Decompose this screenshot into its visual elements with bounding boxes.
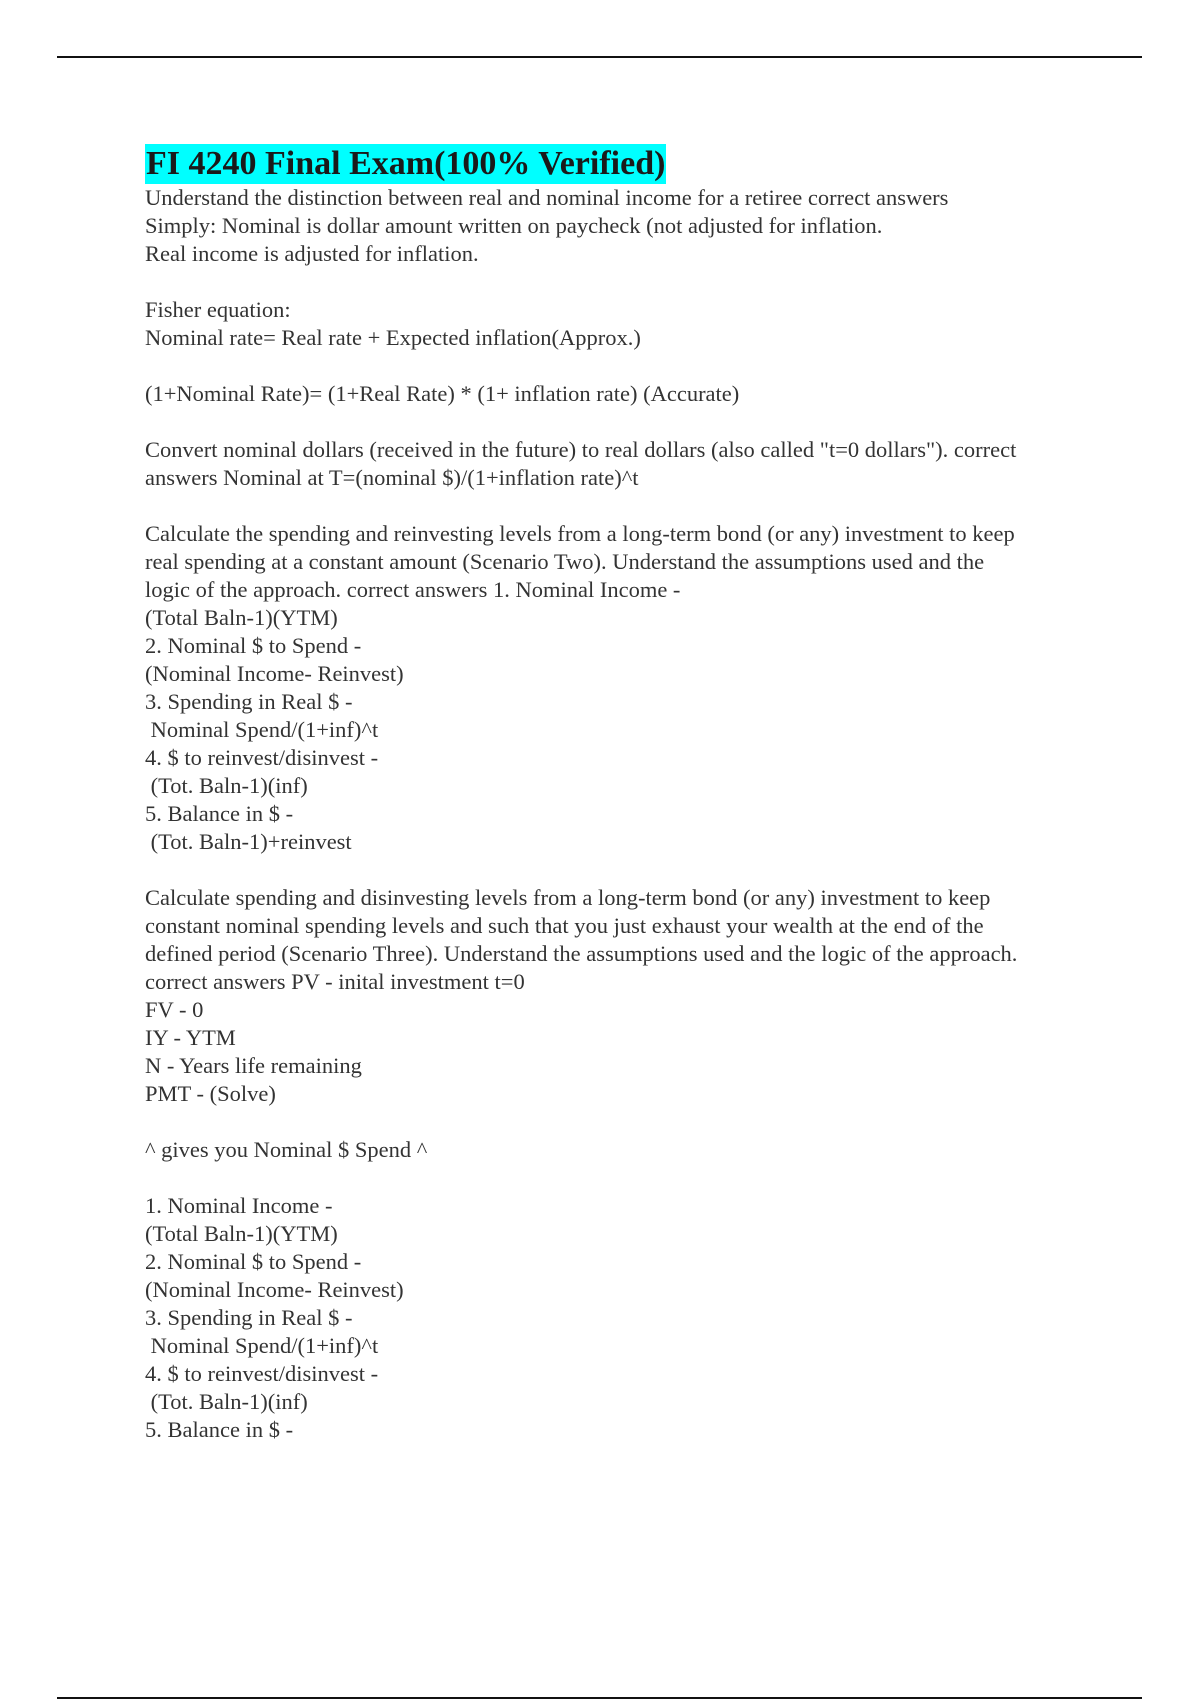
text-line: 3. Spending in Real $ -	[145, 689, 353, 714]
text-line: (Total Baln-1)(YTM)	[145, 1221, 338, 1246]
blank-line	[145, 268, 1085, 296]
blank-line	[145, 352, 1085, 380]
blank-line	[145, 1164, 1085, 1192]
text-line: (Nominal Income- Reinvest)	[145, 661, 404, 686]
blank-line	[145, 1108, 1085, 1136]
text-line: Nominal Spend/(1+inf)^t	[145, 717, 379, 742]
document-title: FI 4240 Final Exam(100% Verified)	[146, 145, 666, 182]
text-line: (Tot. Baln-1)(inf)	[145, 1389, 308, 1414]
text-line: Convert nominal dollars (received in the future) to real dollars (also called "t=0 dollars"). correct	[145, 437, 1017, 462]
text-line: (Total Baln-1)(YTM)	[145, 605, 338, 630]
text-line: 1. Nominal Income -	[145, 1193, 333, 1218]
blank-line	[145, 492, 1085, 520]
header-rule	[57, 56, 1142, 58]
document-text	[145, 184, 1085, 1444]
text-line: defined period (Scenario Three). Understand the assumptions used and the logic of the approach.	[145, 941, 1018, 966]
text-line: Calculate the spending and reinvesting levels from a long-term bond (or any) investment to keep	[145, 521, 1015, 546]
text-line: IY - YTM	[145, 1025, 236, 1050]
text-line: correct answers PV - inital investment t=0	[145, 969, 525, 994]
text-line: N - Years life remaining	[145, 1053, 362, 1078]
text-line: (Tot. Baln-1)(inf)	[145, 773, 308, 798]
text-line: 5. Balance in $ -	[145, 801, 294, 826]
text-line: (Nominal Income- Reinvest)	[145, 1277, 404, 1302]
document-body	[145, 144, 1085, 1444]
text-line: Nominal Spend/(1+inf)^t	[145, 1333, 379, 1358]
text-line: real spending at a constant amount (Scenario Two). Understand the assumptions used and the	[145, 549, 985, 574]
text-line: Simply: Nominal is dollar amount written on paycheck (not adjusted for inflation.	[145, 213, 883, 238]
text-line: 2. Nominal $ to Spend -	[145, 633, 362, 658]
text-line: PMT - (Solve)	[145, 1081, 276, 1106]
text-line: Fisher equation:	[145, 297, 291, 322]
text-line: (Tot. Baln-1)+reinvest	[145, 829, 352, 854]
text-line: 3. Spending in Real $ -	[145, 1305, 353, 1330]
text-line: Understand the distinction between real and nominal income for a retiree correct answers	[145, 185, 949, 210]
text-line: ^ gives you Nominal $ Spend ^	[145, 1137, 428, 1162]
text-line: 4. $ to reinvest/disinvest -	[145, 1361, 379, 1386]
text-line: answers Nominal at T=(nominal $)/(1+inflation rate)^t	[145, 465, 639, 490]
text-line: Calculate spending and disinvesting levels from a long-term bond (or any) investment to keep	[145, 885, 991, 910]
text-line: 5. Balance in $ -	[145, 1417, 294, 1442]
text-line: (1+Nominal Rate)= (1+Real Rate) * (1+ inflation rate) (Accurate)	[145, 381, 740, 406]
footer-rule	[57, 1697, 1142, 1699]
blank-line	[145, 856, 1085, 884]
text-line: Nominal rate= Real rate + Expected inflation(Approx.)	[145, 325, 641, 350]
text-line: Real income is adjusted for inflation.	[145, 241, 479, 266]
text-line: 2. Nominal $ to Spend -	[145, 1249, 362, 1274]
blank-line	[145, 408, 1085, 436]
text-line: logic of the approach. correct answers 1. Nominal Income -	[145, 577, 681, 602]
text-line: 4. $ to reinvest/disinvest -	[145, 745, 379, 770]
text-line: constant nominal spending levels and such that you just exhaust your wealth at the end of the	[145, 913, 984, 938]
text-line: FV - 0	[145, 997, 204, 1022]
